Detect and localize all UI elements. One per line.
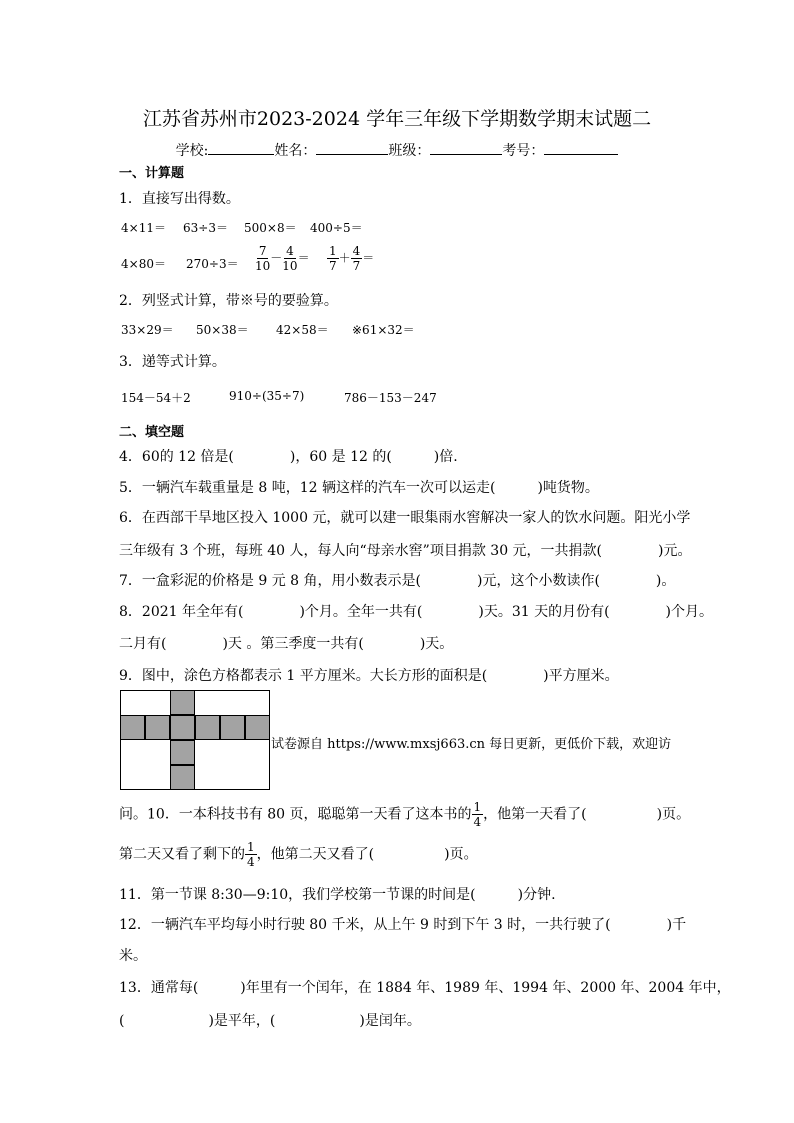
section-heading-calc: 一、计算题: [119, 166, 185, 181]
frac-denominator: 10: [255, 259, 271, 273]
class-blank[interactable]: [430, 140, 502, 155]
question-2: 2．列竖式计算，带※号的要验算。: [119, 293, 338, 309]
frac-denominator: 4: [247, 855, 255, 869]
shaded-square: [170, 765, 195, 790]
question-8-line-1: 8．2021 年全年有( )个月。全年一共有( )天。31 天的月份有( )个月。: [119, 604, 714, 620]
question-6-line-2: 三年级有 3 个班，每班 40 人，每人向“母亲水窖”项目捐款 30 元，一共捐款( )元。: [119, 543, 692, 559]
expr-3: 500×8＝: [244, 221, 297, 235]
watermark-text: 试卷源自 https://www.mxsj663.cn 每日更新，更低价下载，欢迎访: [271, 737, 672, 752]
exam-header: [0, 140, 794, 160]
q10-text-end: ，他第一天看了( )页。: [483, 806, 691, 823]
question-10-line-2: [119, 840, 478, 869]
shaded-square: [170, 690, 195, 715]
question-5: 5．一辆汽车载重量是 8 吨，12 辆这样的汽车一次可以运走( )吨货物。: [119, 480, 599, 496]
question-4: 4．60的 12 倍是( )，60 是 12 的( )倍.: [119, 449, 458, 465]
q10-text-start: 问。10．一本科技书有 80 页，聪聪第一天看了这本书的: [119, 806, 472, 823]
frac-denominator: 7: [329, 259, 337, 273]
fraction-expr-2: [327, 244, 374, 273]
q10-text-start-2: 第二天又看了剩下的: [119, 846, 245, 863]
frac-numerator: 1: [473, 800, 482, 814]
question-8-line-2: 二月有( )天 。第三季度一共有( )天。: [119, 636, 454, 652]
frac-operator: ＋: [338, 251, 351, 265]
name-blank[interactable]: [316, 140, 388, 155]
fraction-expr-1: [255, 244, 310, 273]
frac-denominator: 7: [352, 259, 361, 273]
vertical-expr-4: ※61×32＝: [352, 323, 415, 337]
shaded-square: [220, 715, 245, 740]
page-title: 江苏省苏州市2023-2024 学年三年级下学期数学期末试题二: [142, 108, 652, 130]
vertical-expr-3: 42×58＝: [276, 323, 329, 337]
number-blank[interactable]: [544, 140, 618, 155]
number-label: 考号：: [502, 143, 545, 159]
frac-numerator: 1: [329, 244, 337, 258]
frac-denominator: 4: [473, 815, 482, 829]
question-9: 9．图中，涂色方格都表示 1 平方厘米。大长方形的面积是( )平方厘米。: [119, 668, 619, 684]
shaded-square: [170, 715, 195, 740]
question-12-line-1: 12．一辆汽车平均每小时行驶 80 千米，从上午 9 时到下午 3 时，一共行驶了( )千: [119, 917, 687, 933]
frac-numerator: 7: [258, 244, 267, 258]
frac-operator: －: [270, 251, 283, 265]
school-label: 学校:: [175, 143, 209, 159]
shaded-square: [145, 715, 170, 740]
frac-equals: ＝: [362, 251, 375, 265]
shaded-square: [120, 715, 145, 740]
frac-numerator: 4: [286, 244, 294, 258]
stepwise-expr-3: 786－153－247: [344, 391, 437, 405]
question-12-line-2: 米。: [119, 948, 147, 964]
name-label: 姓名：: [274, 143, 317, 159]
school-blank[interactable]: [208, 140, 274, 155]
frac-numerator: 1: [247, 840, 255, 854]
frac-numerator: 4: [352, 244, 361, 258]
question-11: 11．第一节课 8:30—9:10，我们学校第一节课的时间是( )分钟.: [119, 887, 556, 903]
vertical-expr-1: 33×29＝: [121, 323, 174, 337]
question-3: 3．递等式计算。: [119, 354, 226, 370]
expr-4: 400÷5＝: [310, 221, 363, 235]
question-7: 7．一盒彩泥的价格是 9 元 8 角，用小数表示是( )元，这个小数读作( )。: [119, 573, 676, 589]
shaded-square: [245, 715, 270, 740]
area-grid-figure: [120, 690, 270, 790]
question-10-line-1: [119, 800, 690, 829]
section-heading-fill: 二、填空题: [119, 425, 185, 440]
class-label: 班级：: [388, 143, 431, 159]
stepwise-expr-1: 154－54＋2: [121, 391, 191, 405]
frac-denominator: 10: [282, 259, 298, 273]
expr-1: 4×11＝: [121, 221, 166, 235]
expr-5: 4×80＝: [121, 257, 166, 271]
question-13-line-2: ( )是平年，( )是闰年。: [119, 1013, 421, 1029]
frac-equals: ＝: [297, 251, 310, 265]
question-1: 1．直接写出得数。: [119, 191, 240, 207]
expr-2: 63÷3＝: [183, 221, 228, 235]
expr-6: 270÷3＝: [186, 257, 239, 271]
q10-text-end-2: ，他第二天又看了( )页。: [256, 846, 478, 863]
stepwise-expr-2: 910÷(35÷7): [229, 389, 305, 403]
question-6-line-1: 6．在西部干旱地区投入 1000 元，就可以建一眼集雨水窖解决一家人的饮水问题。阳光小学: [119, 510, 691, 526]
question-13-line-1: 13．通常每( )年里有一个闰年，在 1884 年、1989 年、1994 年、2000 年、2004 年中，: [119, 980, 731, 996]
vertical-expr-2: 50×38＝: [196, 323, 249, 337]
shaded-square: [170, 740, 195, 765]
shaded-square: [195, 715, 220, 740]
